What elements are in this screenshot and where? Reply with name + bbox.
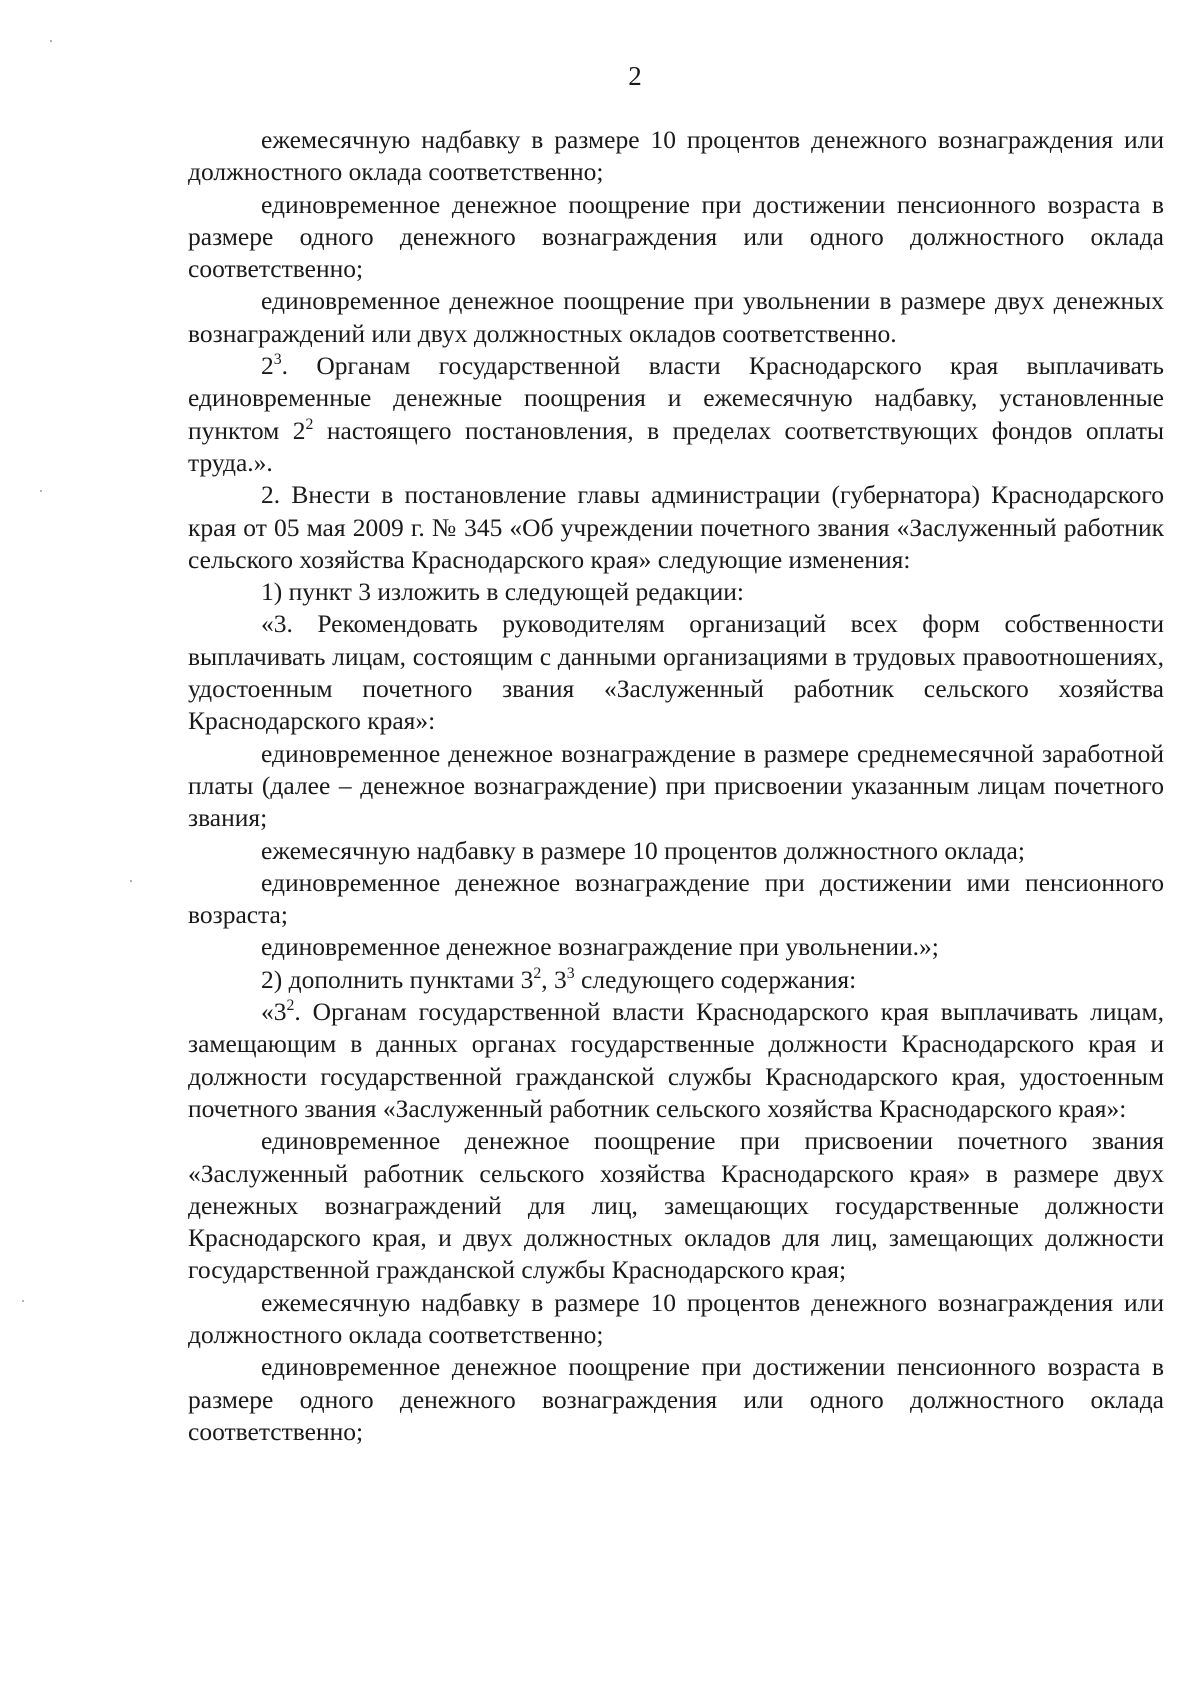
superscript: 3 bbox=[566, 964, 575, 982]
paragraph-12-text-a: 2) дополнить пунктами 3 bbox=[261, 964, 534, 994]
superscript: 3 bbox=[273, 351, 282, 369]
paragraph-7: «3. Рекомендовать руководителям организаций всех форм собственности выплачивать лицам, состоящим с данными организациями в трудовых правоотношениях, удостоенным почетного звания «Заслуженный работник сельского хозяйства Краснодарского края»: bbox=[188, 609, 1164, 736]
superscript: 2 bbox=[533, 964, 542, 982]
paragraph-4-text-b: . Органам государственной власти Краснодарского края выплачивать единовременные денежные поощрения и ежемесячную надбавку, установленные пунктом 2 bbox=[188, 351, 1164, 445]
paragraph-8: единовременное денежное вознаграждение в размере среднемесячной заработной платы (далее – денежное вознаграждение) при присвоении указанным лицам почетного звания; bbox=[188, 738, 1164, 833]
superscript: 2 bbox=[286, 997, 295, 1015]
paragraph-11: единовременное денежное вознаграждение при увольнении.»; bbox=[261, 932, 939, 962]
paragraph-13-text-b: . Органам государственной власти Краснодарского края выплачивать лицам, замещающим в данных органах государственные должности Краснодарского края и должности государственной гражданской службы Краснодарского края, удостоенным почетного звания «Заслуженный работник сельского хозяйства Краснодарского края»: bbox=[188, 997, 1164, 1123]
paragraph-16: единовременное денежное поощрение при достижении пенсионного возраста в размере одного денежного вознаграждения или одного должностного оклада соответственно; bbox=[188, 1352, 1164, 1446]
page-number: 2 bbox=[628, 61, 642, 91]
scan-speck bbox=[40, 490, 42, 492]
paragraph-13 bbox=[188, 996, 1164, 1125]
scan-speck bbox=[50, 40, 52, 42]
paragraph-12-text-c: следующего содержания: bbox=[574, 964, 857, 994]
paragraph-2: единовременное денежное поощрение при достижении пенсионного возраста в размере одного денежного вознаграждения или одного должностного оклада соответственно; bbox=[188, 189, 1164, 284]
paragraph-9: ежемесячную надбавку в размере 10 процентов должностного оклада; bbox=[261, 835, 1025, 865]
superscript: 2 bbox=[305, 415, 314, 433]
scan-speck bbox=[130, 880, 132, 882]
paragraph-13-text-a: «3 bbox=[261, 997, 287, 1027]
paragraph-4 bbox=[188, 350, 1164, 479]
scan-speck bbox=[22, 1300, 24, 1302]
paragraph-4-text-a: 2 bbox=[261, 351, 274, 381]
paragraph-4-text-c: настоящего постановления, в пределах соответствующих фондов оплаты труда.». bbox=[188, 415, 1164, 477]
paragraph-15: ежемесячную надбавку в размере 10 процентов денежного вознаграждения или должностного оклада соответственно; bbox=[188, 1287, 1164, 1349]
paragraph-3: единовременное денежное поощрение при увольнении в размере двух денежных вознаграждений или двух должностных окладов соответственно. bbox=[188, 286, 1164, 348]
document-body bbox=[188, 124, 1164, 1448]
paragraph-10: единовременное денежное вознаграждение при достижении ими пенсионного возраста; bbox=[188, 867, 1164, 930]
paragraph-5: 2. Внести в постановление главы администрации (губернатора) Краснодарского края от 05 мая 2009 г. № 345 «Об учреждении почетного звания «Заслуженный работник сельского хозяйства Краснодарского края» следующие изменения: bbox=[188, 480, 1164, 574]
paragraph-12 bbox=[188, 964, 1164, 996]
paragraph-6: 1) пункт 3 изложить в следующей редакции: bbox=[261, 577, 744, 607]
paragraph-1: ежемесячную надбавку в размере 10 процентов денежного вознаграждения или должностного оклада соответственно; bbox=[188, 125, 1164, 187]
paragraph-12-text-b: , 3 bbox=[541, 964, 567, 994]
paragraph-14: единовременное денежное поощрение при присвоении почетного звания «Заслуженный работник сельского хозяйства Краснодарского края» в размере двух денежных вознаграждений для лиц, замещающих государственные должности Краснодарского края, и двух должностных окладов для лиц, замещающих должности государственной гражданской службы Краснодарского края; bbox=[188, 1126, 1164, 1285]
